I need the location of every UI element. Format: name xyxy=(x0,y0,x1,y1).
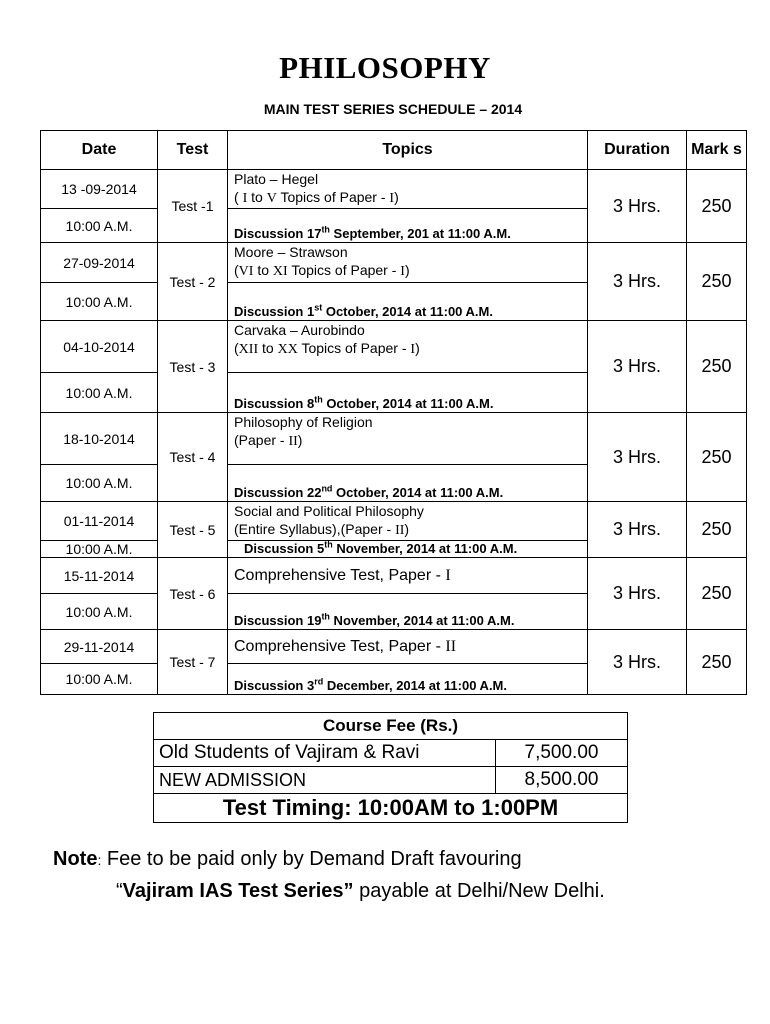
ordinal-suffix: nd xyxy=(321,483,333,494)
test-marks: 250 xyxy=(687,413,747,502)
roman-numeral: XI xyxy=(272,264,288,279)
fee-row xyxy=(154,740,628,767)
schedule-body xyxy=(41,170,747,695)
topic-fragment: to xyxy=(247,189,267,205)
quote-mark: “ xyxy=(116,880,123,902)
timing-row xyxy=(154,794,628,823)
fee-label: Old Students of Vajiram & Ravi xyxy=(154,740,496,767)
fee-heading-row xyxy=(154,713,628,740)
note-text: Fee to be paid only by Demand Draft favouring xyxy=(101,848,522,870)
discussion-date xyxy=(228,209,588,243)
topic-fragment: ) xyxy=(297,432,303,448)
discussion-text: Discussion 19 xyxy=(234,613,322,628)
test-date: 13 -09-2014 xyxy=(41,170,158,209)
topic-line: Moore – Strawson xyxy=(234,244,348,260)
topic-fragment: ( xyxy=(234,340,239,356)
header-marks: Mark s xyxy=(687,131,747,170)
discussion-text: Discussion 1 xyxy=(234,304,315,319)
ordinal-suffix: th xyxy=(321,224,330,235)
test-time: 10:00 A.M. xyxy=(41,594,158,630)
test-date: 01-11-2014 xyxy=(41,502,158,541)
roman-numeral: V xyxy=(266,191,277,206)
topic-line xyxy=(234,189,399,205)
topic-fragment: ) xyxy=(404,262,410,278)
topic-fragment: Topics of Paper - xyxy=(287,262,401,278)
header-duration: Duration xyxy=(588,131,687,170)
fee-heading: Course Fee (Rs.) xyxy=(154,713,628,740)
test-time: 10:00 A.M. xyxy=(41,373,158,413)
test-marks: 250 xyxy=(687,243,747,321)
ordinal-suffix: th xyxy=(324,539,333,550)
topic-line: Comprehensive Test, Paper - xyxy=(234,637,446,655)
roman-numeral: I xyxy=(445,566,451,584)
roman-numeral: I xyxy=(410,342,416,357)
topic-line: Comprehensive Test, Paper - xyxy=(234,566,446,584)
test-duration: 3 Hrs. xyxy=(588,630,687,695)
discussion-text: Discussion 17 xyxy=(234,226,322,241)
discussion-text: October, 2014 at 11:00 A.M. xyxy=(322,304,493,319)
fee-row xyxy=(154,767,628,794)
test-date: 04-10-2014 xyxy=(41,321,158,373)
discussion-date xyxy=(228,541,588,558)
test-name: Test -1 xyxy=(158,170,228,243)
schedule-row xyxy=(41,413,747,465)
topic-line xyxy=(234,262,410,278)
header-row xyxy=(41,131,747,170)
test-name: Test - 5 xyxy=(158,502,228,558)
discussion-date xyxy=(228,465,588,502)
test-timing: Test Timing: 10:00AM to 1:00PM xyxy=(154,794,628,823)
topic-fragment: ) xyxy=(404,521,410,537)
roman-numeral: VI xyxy=(238,264,254,279)
test-topics xyxy=(228,170,588,209)
roman-numeral: I xyxy=(242,191,248,206)
roman-numeral: XX xyxy=(277,342,298,357)
topic-line xyxy=(234,521,409,537)
fee-amount: 8,500.00 xyxy=(496,767,628,794)
test-topics xyxy=(228,243,588,283)
topic-line: Social and Political Philosophy xyxy=(234,503,424,519)
test-topics xyxy=(228,558,588,594)
note xyxy=(53,844,605,907)
test-duration: 3 Hrs. xyxy=(588,321,687,413)
header-date: Date xyxy=(41,131,158,170)
schedule-row xyxy=(41,170,747,209)
test-topics xyxy=(228,502,588,541)
note-line-1 xyxy=(53,848,522,870)
topic-fragment: to xyxy=(258,340,278,356)
schedule-row xyxy=(41,558,747,594)
topic-line: Philosophy of Religion xyxy=(234,414,373,430)
test-topics xyxy=(228,413,588,465)
roman-numeral: I xyxy=(400,264,405,279)
discussion-date xyxy=(228,594,588,630)
discussion-text: Discussion 3 xyxy=(234,678,315,693)
test-date: 15-11-2014 xyxy=(41,558,158,594)
note-colon: : xyxy=(97,852,102,868)
roman-numeral: I xyxy=(389,191,395,206)
schedule-row xyxy=(41,321,747,373)
note-line-2 xyxy=(53,876,605,907)
topic-fragment: ( xyxy=(234,189,243,205)
topic-fragment: (Entire Syllabus),(Paper - xyxy=(234,521,396,537)
test-name: Test - 4 xyxy=(158,413,228,502)
test-date: 29-11-2014 xyxy=(41,630,158,664)
roman-numeral: II xyxy=(445,637,457,655)
discussion-text: October, 2014 at 11:00 A.M. xyxy=(332,485,504,500)
discussion-text: November, 2014 at 11:00 A.M. xyxy=(329,613,515,628)
schedule-row xyxy=(41,502,747,541)
fee-amount: 7,500.00 xyxy=(496,740,628,767)
test-name: Test - 6 xyxy=(158,558,228,630)
test-time: 10:00 A.M. xyxy=(41,209,158,243)
test-topics xyxy=(228,630,588,664)
header-topics: Topics xyxy=(228,131,588,170)
schedule-row xyxy=(41,630,747,664)
topic-fragment: ( xyxy=(234,262,239,278)
topic-line xyxy=(234,432,302,448)
fee-label: NEW ADMISSION xyxy=(154,767,496,794)
test-duration: 3 Hrs. xyxy=(588,558,687,630)
discussion-text: Discussion 5 xyxy=(244,541,325,556)
discussion-text: Discussion 8 xyxy=(234,396,315,411)
discussion-date xyxy=(228,373,588,413)
topic-fragment: Topics of Paper - xyxy=(276,189,390,205)
test-duration: 3 Hrs. xyxy=(588,243,687,321)
test-date: 18-10-2014 xyxy=(41,413,158,465)
test-marks: 250 xyxy=(687,321,747,413)
discussion-text: October, 2014 at 11:00 A.M. xyxy=(322,396,494,411)
note-label: Note xyxy=(53,848,98,870)
page-subtitle: MAIN TEST SERIES SCHEDULE – 2014 xyxy=(263,101,523,117)
topic-fragment: to xyxy=(253,262,273,278)
test-marks: 250 xyxy=(687,630,747,695)
discussion-text: November, 2014 at 11:00 A.M. xyxy=(332,541,518,556)
roman-numeral: XII xyxy=(238,342,259,357)
test-name: Test - 7 xyxy=(158,630,228,695)
ordinal-suffix: th xyxy=(321,611,330,622)
fee-table xyxy=(153,712,628,823)
topic-fragment: Topics of Paper - xyxy=(297,340,411,356)
discussion-text: Discussion 22 xyxy=(234,485,322,500)
payee-name: Vajiram IAS Test Series” xyxy=(122,880,354,902)
topic-fragment: (Paper - xyxy=(234,432,289,448)
test-name: Test - 2 xyxy=(158,243,228,321)
discussion-text: December, 2014 at 11:00 A.M. xyxy=(323,678,507,693)
discussion-text: September, 201 at 11:00 A.M. xyxy=(329,226,511,241)
page-title: PHILOSOPHY xyxy=(279,50,491,85)
test-marks: 250 xyxy=(687,502,747,558)
test-name: Test - 3 xyxy=(158,321,228,413)
ordinal-suffix: rd xyxy=(314,676,324,687)
test-duration: 3 Hrs. xyxy=(588,413,687,502)
test-date: 27-09-2014 xyxy=(41,243,158,283)
topic-line xyxy=(234,340,420,356)
test-topics xyxy=(228,321,588,373)
ordinal-suffix: st xyxy=(314,302,323,313)
test-time: 10:00 A.M. xyxy=(41,541,158,558)
test-time: 10:00 A.M. xyxy=(41,465,158,502)
ordinal-suffix: th xyxy=(314,394,323,405)
topic-fragment: ) xyxy=(394,189,399,205)
roman-numeral: II xyxy=(288,434,298,449)
discussion-date xyxy=(228,283,588,321)
test-marks: 250 xyxy=(687,558,747,630)
topic-line: Carvaka – Aurobindo xyxy=(234,322,365,338)
test-time: 10:00 A.M. xyxy=(41,283,158,321)
topic-line: Plato – Hegel xyxy=(234,171,319,187)
note-payable-text: payable at Delhi/New Delhi. xyxy=(353,880,605,902)
test-marks: 250 xyxy=(687,170,747,243)
topic-fragment: ) xyxy=(415,340,420,356)
test-duration: 3 Hrs. xyxy=(588,170,687,243)
header-test: Test xyxy=(158,131,228,170)
test-duration: 3 Hrs. xyxy=(588,502,687,558)
test-time: 10:00 A.M. xyxy=(41,664,158,695)
roman-numeral: II xyxy=(395,523,405,538)
schedule-row xyxy=(41,243,747,283)
schedule-table xyxy=(40,130,747,695)
discussion-date xyxy=(228,664,588,695)
